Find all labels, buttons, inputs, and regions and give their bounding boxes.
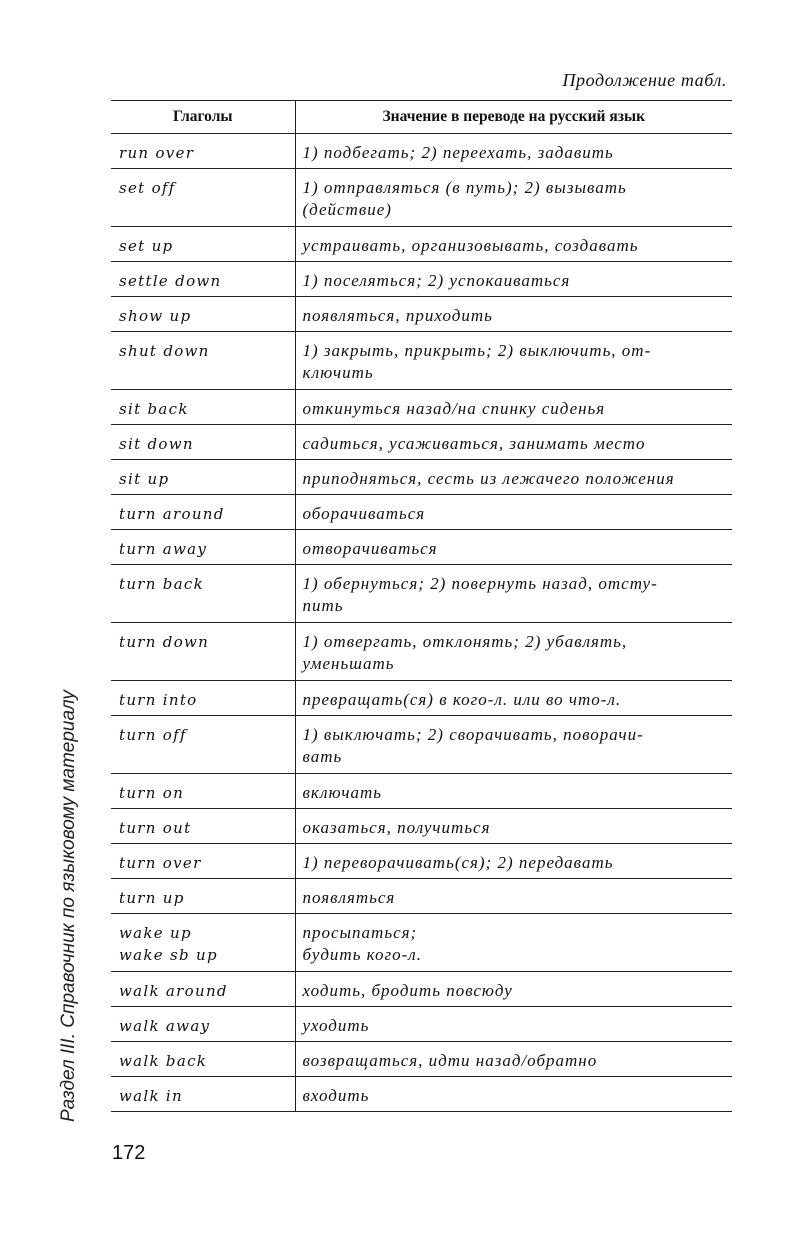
verb-cell (111, 716, 295, 774)
meaning-cell (295, 774, 732, 809)
verb-text: turn on (119, 784, 185, 802)
verb-text: settle down (119, 272, 222, 290)
phrasal-verbs-table (111, 100, 732, 1112)
meaning-text: отворачиваться (302, 539, 438, 558)
verb-cell (111, 297, 295, 332)
column-header-meaning: Значение в переводе на русский язык (295, 101, 732, 134)
meaning-cell (295, 227, 732, 262)
meaning-text: (действие) (302, 200, 392, 219)
verb-cell (111, 495, 295, 530)
meaning-cell (295, 297, 732, 332)
meaning-text: включать (302, 783, 382, 802)
verb-cell (111, 844, 295, 879)
meaning-text: 1) отправляться (в путь); 2) вызывать (302, 178, 627, 197)
verb-cell (111, 1042, 295, 1077)
verb-cell (111, 774, 295, 809)
verb-cell (111, 623, 295, 681)
meaning-cell (295, 844, 732, 879)
verb-cell (111, 460, 295, 495)
table-row (111, 1077, 732, 1112)
table-row (111, 879, 732, 914)
table-row (111, 530, 732, 565)
meaning-text: просыпаться; (302, 923, 418, 942)
meaning-text: появляться, приходить (302, 306, 493, 325)
verb-text: turn away (119, 540, 208, 558)
table-row (111, 623, 732, 681)
meaning-text: устраивать, организовывать, создавать (302, 236, 639, 255)
meaning-cell (295, 879, 732, 914)
verb-text: turn up (119, 889, 185, 907)
table-row (111, 716, 732, 774)
table-row (111, 297, 732, 332)
meaning-text: уходить (302, 1016, 370, 1035)
meaning-text: вать (302, 747, 343, 766)
verb-text: walk away (119, 1017, 211, 1035)
verb-text: wake up (119, 924, 192, 942)
continuation-label: Продолжение табл. (562, 70, 727, 90)
meaning-cell (295, 1077, 732, 1112)
verb-text: run over (119, 144, 195, 162)
meaning-cell (295, 134, 732, 169)
meaning-text: превращать(ся) в кого-л. или во что-л. (302, 690, 622, 709)
meaning-text: 1) переворачивать(ся); 2) передавать (302, 853, 614, 872)
meaning-text: 1) выключать; 2) сворачивать, поворачи- (302, 725, 644, 744)
verb-text: turn around (119, 505, 225, 523)
meaning-cell (295, 565, 732, 623)
meaning-cell (295, 914, 732, 972)
table-row (111, 332, 732, 390)
page-number: 172 (112, 1142, 146, 1164)
section-side-caption: Раздел III. Справочник по языковому материалу (58, 690, 79, 1122)
meaning-text: входить (302, 1086, 370, 1105)
table-row (111, 262, 732, 297)
verb-cell (111, 879, 295, 914)
verb-text: sit back (119, 400, 189, 418)
verb-cell (111, 1077, 295, 1112)
verb-text: turn back (119, 575, 205, 593)
verb-text: walk around (119, 982, 228, 1000)
verb-text: wake sb up (119, 946, 218, 964)
meaning-text: ходить, бродить повсюду (302, 981, 513, 1000)
meaning-cell (295, 332, 732, 390)
meaning-cell (295, 972, 732, 1007)
table-body (111, 134, 732, 1112)
meaning-cell (295, 809, 732, 844)
verb-text: set off (119, 179, 176, 197)
verb-text: walk in (119, 1087, 183, 1105)
meaning-cell (295, 460, 732, 495)
verb-text: turn down (119, 633, 210, 651)
table-row (111, 844, 732, 879)
table-row (111, 169, 732, 227)
meaning-text: будить кого-л. (302, 945, 422, 964)
meaning-cell (295, 681, 732, 716)
verb-text: shut down (119, 342, 210, 360)
meaning-text: приподняться, сесть из лежачего положения (302, 469, 675, 488)
verb-cell (111, 530, 295, 565)
meaning-cell (295, 169, 732, 227)
meaning-text: оборачиваться (302, 504, 426, 523)
table-row (111, 134, 732, 169)
verb-text: sit up (119, 470, 170, 488)
verb-cell (111, 227, 295, 262)
verb-cell (111, 565, 295, 623)
verb-text: walk back (119, 1052, 208, 1070)
table-row (111, 681, 732, 716)
verb-text: turn out (119, 819, 192, 837)
meaning-cell (295, 1042, 732, 1077)
verb-text: set up (119, 237, 174, 255)
meaning-text: оказаться, получиться (302, 818, 491, 837)
table-row (111, 1042, 732, 1077)
table-row (111, 809, 732, 844)
table-row (111, 1007, 732, 1042)
table-row (111, 565, 732, 623)
verb-cell (111, 390, 295, 425)
column-header-verbs: Глаголы (111, 101, 295, 134)
table-header-row (111, 101, 732, 134)
verb-cell (111, 681, 295, 716)
verb-cell (111, 1007, 295, 1042)
verb-cell (111, 134, 295, 169)
meaning-cell (295, 495, 732, 530)
meaning-text: садиться, усаживаться, занимать место (302, 434, 646, 453)
table-row (111, 460, 732, 495)
meaning-cell (295, 530, 732, 565)
meaning-cell (295, 1007, 732, 1042)
meaning-cell (295, 390, 732, 425)
table-row (111, 425, 732, 460)
meaning-text: 1) закрыть, прикрыть; 2) выключить, от- (302, 341, 652, 360)
verb-cell (111, 914, 295, 972)
verb-cell (111, 425, 295, 460)
verb-text: turn over (119, 854, 202, 872)
meaning-text: ключить (302, 363, 374, 382)
meaning-cell (295, 716, 732, 774)
meaning-text: уменьшать (302, 654, 395, 673)
verb-cell (111, 169, 295, 227)
verb-cell (111, 972, 295, 1007)
meaning-text: 1) подбегать; 2) переехать, задавить (302, 143, 614, 162)
verb-text: sit down (119, 435, 194, 453)
verb-cell (111, 332, 295, 390)
meaning-text: 1) поселяться; 2) успокаиваться (302, 271, 571, 290)
meaning-text: 1) обернуться; 2) повернуть назад, отсту- (302, 574, 658, 593)
verb-cell (111, 262, 295, 297)
meaning-cell (295, 262, 732, 297)
verb-text: turn into (119, 691, 198, 709)
meaning-text: пить (302, 596, 344, 615)
meaning-text: появляться (302, 888, 396, 907)
verb-cell (111, 809, 295, 844)
table-row (111, 774, 732, 809)
meaning-cell (295, 623, 732, 681)
meaning-text: 1) отвергать, отклонять; 2) убавлять, (302, 632, 628, 651)
table-row (111, 972, 732, 1007)
table-row (111, 227, 732, 262)
verb-text: turn off (119, 726, 187, 744)
meaning-cell (295, 425, 732, 460)
verb-text: show up (119, 307, 192, 325)
meaning-text: откинуться назад/на спинку сиденья (302, 399, 606, 418)
table-row (111, 390, 732, 425)
meaning-text: возвращаться, идти назад/обратно (302, 1051, 598, 1070)
table-row (111, 495, 732, 530)
table-row (111, 914, 732, 972)
